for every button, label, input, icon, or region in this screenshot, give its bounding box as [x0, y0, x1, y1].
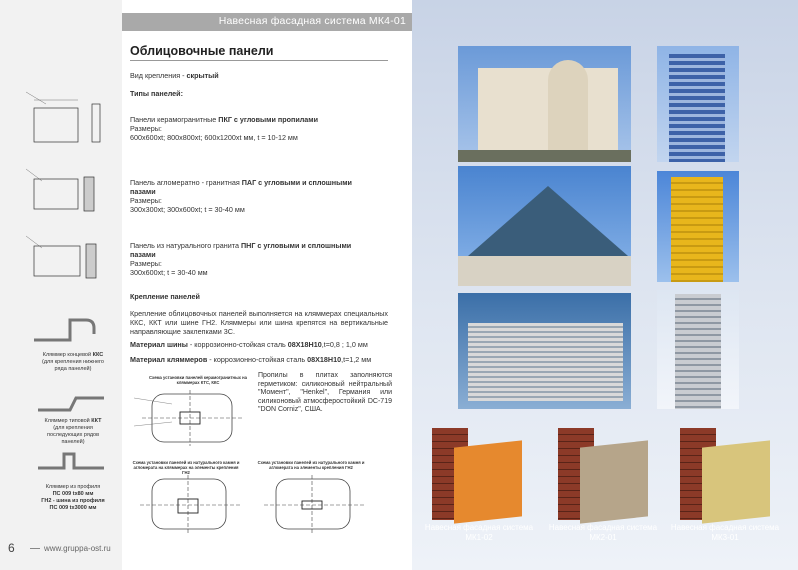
- clip-profile-icon: [34, 448, 114, 478]
- fixing-text: Крепление облицовочных панелей выполняется на кляммерах специальных ККС, ККТ или шине ГН2. Кляммеры или шина крепятся на вертикальные направляющие заклепками 3С.: [130, 309, 388, 336]
- mount-type: Вид крепления - скрытый: [130, 71, 219, 80]
- panel-png-drawing: [20, 232, 110, 296]
- photo-building-1: [458, 46, 631, 162]
- panel-pkg-bold: ПКГ с угловыми пропилами: [218, 115, 319, 124]
- photo-building-2: [458, 166, 631, 286]
- clip-material: [130, 355, 392, 364]
- clip-material-grade: 08Х18Н10: [307, 355, 342, 364]
- footer-url[interactable]: www.gruppa-ost.ru: [44, 544, 111, 553]
- clip-kkt-label: [38, 418, 108, 446]
- system-mk1-code: МК1-02: [465, 533, 493, 542]
- clip-material-text: - коррозионно-стойкая сталь: [207, 355, 308, 364]
- scheme-3-drawing: [256, 473, 372, 537]
- clip-profile-line-1: ПС 009 tх80 мм: [52, 491, 94, 497]
- system-mk2-image: [558, 428, 652, 520]
- system-mk2-code: МК2-01: [589, 533, 617, 542]
- system-mk3-code: МК3-01: [711, 533, 739, 542]
- clip-kkt-code: ККТ: [91, 418, 102, 424]
- clip-profile-text: Кляммер из профиля: [45, 484, 101, 490]
- mount-value: скрытый: [186, 71, 219, 80]
- rail-material: [130, 340, 392, 349]
- panel-pkg-sizes: 600х600хt; 800х800хt; 600х1200хt мм, t = 10-12 мм: [130, 133, 298, 142]
- panel-pkg: [130, 115, 370, 142]
- header-bar: [122, 13, 412, 31]
- panel-pkg-sizes-label: Размеры:: [130, 124, 162, 133]
- page-number: 6: [8, 541, 15, 555]
- mount-label: Вид крепления: [130, 71, 181, 80]
- system-mk1-name: Навесная фасадная система: [424, 523, 534, 532]
- panel-png: [130, 241, 370, 277]
- clip-material-thickness: ,t=1,2 мм: [341, 355, 372, 364]
- fixing-heading: Крепление панелей: [130, 292, 200, 301]
- scheme-1-title: Схема установки панелей керамогранитных на кляммерах КТС, ККС: [148, 375, 248, 385]
- clip-kks-label: [38, 352, 108, 373]
- rail-material-text: - коррозионно-стойкая сталь: [187, 340, 288, 349]
- panel-png-text: Панель из натурального гранита: [130, 241, 241, 250]
- panel-png-sizes: 300х600хt; t = 30-40 мм: [130, 268, 208, 277]
- panel-pag-sizes-label: Размеры:: [130, 196, 162, 205]
- panel-png-sizes-label: Размеры:: [130, 259, 162, 268]
- system-mk3-image: [680, 428, 774, 520]
- title-rule: [130, 60, 388, 61]
- clip-kkt-icon: [34, 392, 114, 418]
- panel-pag-sizes: 300х300хt; 300х600хt; t = 30-40 мм: [130, 205, 245, 214]
- system-mk2-name: Навесная фасадная система: [548, 523, 658, 532]
- page-title: Облицовочные панели: [130, 44, 274, 58]
- scheme-1-drawing: [132, 386, 252, 452]
- scheme-2-drawing: [132, 473, 248, 537]
- clip-kks-code: ККС: [92, 352, 104, 358]
- system-mk1-image: [432, 428, 526, 520]
- panel-png-bold: ПНГ с угловыми и сплошными пазами: [130, 241, 352, 259]
- sealant-text: Пропилы в плитах заполняются герметиком: силиконовый нейтральный "Момент", "Henkel", Германия или силиконовый атмосферостойкий DC-719 "DON Corniz", США.: [258, 372, 392, 414]
- types-heading: Типы панелей:: [130, 89, 183, 98]
- photo-tower-2: [657, 171, 739, 282]
- panel-pkg-text: Панели керамогранитные: [130, 115, 219, 124]
- rail-material-label: Материал шины: [130, 340, 188, 349]
- panel-pag-drawing: [20, 165, 110, 229]
- scheme-2-title: Схема установки панелей из натурального камня и агломерата на кляммерах на элементы крепления ГН2: [132, 460, 240, 475]
- clip-kkt-desc: (для крепления последующих рядов панелей): [46, 425, 100, 445]
- scheme-3-title: Схема установки панелей из натурального камня и агломерата на элементы крепления ГН2: [257, 460, 365, 470]
- photo-building-3: [458, 293, 631, 409]
- rail-material-grade: 08Х18Н10: [287, 340, 322, 349]
- system-mk2-caption: [548, 523, 658, 543]
- clip-profile-line-2: ГН2 - шина из профиля: [41, 498, 105, 504]
- panel-pag-text: Панель агломератно - гранитная: [130, 178, 242, 187]
- clip-kks-icon: [30, 312, 110, 348]
- system-mk3-name: Навесная фасадная система: [670, 523, 780, 532]
- clip-material-label: Материал кляммеров: [130, 355, 208, 364]
- header-title: Навесная фасадная система МК4-01: [218, 15, 406, 27]
- panel-pag: [130, 178, 370, 214]
- footer-rule: [30, 548, 40, 549]
- clip-kks-text: Кляммер концевой: [42, 352, 93, 358]
- clip-profile-line-3: ПС 009 tх3000 мм: [49, 505, 97, 511]
- panel-pkg-drawing: [16, 88, 114, 158]
- system-mk3-caption: [670, 523, 780, 543]
- photo-tower-3: [657, 290, 739, 409]
- system-mk1-caption: [424, 523, 534, 543]
- rail-material-thickness: ,t=0,8 ; 1,0 мм: [321, 340, 368, 349]
- clip-kkt-text: Кляммер типовой: [44, 418, 92, 424]
- clip-kks-desc: (для крепления нижнего ряда панелей): [42, 359, 104, 372]
- photo-tower-1: [657, 46, 739, 162]
- clip-profile-label: [38, 484, 108, 512]
- panel-pag-bold: ПАГ с угловыми и сплошными пазами: [130, 178, 352, 196]
